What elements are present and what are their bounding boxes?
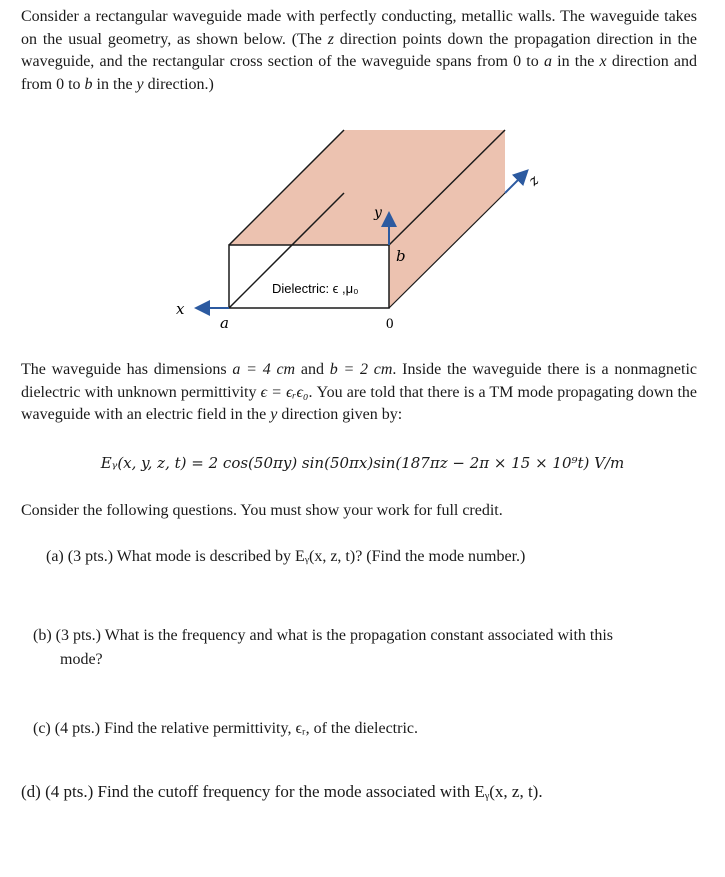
intro-var-y: y (136, 75, 144, 93)
body-paragraph (21, 359, 697, 427)
question-c: (c) (4 pts.) Find the relative permittivity, ϵᵣ, of the dielectric. (33, 720, 418, 737)
field-equation: Eᵧ(x, y, z, t) = 2 cos(50πy) sin(50πx)sin(187πz − 2π × 15 × 10⁹t) V/m (100, 454, 625, 472)
body-text-2: and (295, 361, 330, 378)
intro-var-z: z (327, 30, 334, 48)
waveguide-diagram (0, 118, 725, 338)
instructions: Consider the following questions. You must show your work for full credit. (21, 502, 503, 519)
x-axis-label: x (176, 300, 185, 318)
intro-text-6: direction.) (143, 75, 214, 93)
intro-text-5: in the (92, 75, 137, 93)
intro-paragraph (21, 6, 697, 96)
a-label: a (220, 314, 229, 332)
question-d: (d) (4 pts.) Find the cutoff frequency for the mode associated with Eᵧ(x, z, t). (21, 782, 543, 801)
intro-var-x: x (599, 53, 607, 70)
question-a: (a) (3 pts.) What mode is described by Eᵧ(x, z, t)? (Find the mode number.) (46, 548, 526, 565)
intro-var-a: a (543, 53, 552, 70)
body-text-1: The waveguide has dimensions (21, 361, 233, 378)
origin-label: 0 (386, 316, 394, 332)
waveguide-cross-section (229, 245, 389, 308)
question-b-line-2: mode? (60, 651, 103, 668)
body-permittivity: ϵ = ϵᵣϵ₀ (260, 383, 309, 401)
body-a-value: a = 4 cm (232, 361, 296, 378)
y-axis-label: y (374, 205, 382, 221)
b-label: b (396, 247, 406, 265)
body-text-4: . You are told that there is a TM mode propagating down the waveguide with an electric field in the (21, 383, 697, 423)
body-text-3: . Inside the waveguide there is a nonmagnetic dielectric with unknown permittivity (21, 361, 698, 401)
intro-text-2: direction points down the propagation direction in the waveguide, and the rectangular cross section of the waveguide spans from 0 to (21, 30, 697, 70)
body-var-y: y (270, 406, 278, 423)
intro-var-b: b (84, 75, 93, 93)
z-axis-label: z (525, 172, 543, 190)
intro-text-1: Consider a rectangular waveguide made with perfectly conducting, metallic walls. The waveguide takes on the usual geometry, as shown below. (The (21, 8, 697, 48)
question-b-line-1: (b) (3 pts.) What is the frequency and what is the propagation constant associated with this (33, 627, 613, 644)
z-axis-arrow (505, 172, 526, 193)
body-text-5: direction given by: (277, 406, 403, 423)
intro-text-4: direction and from 0 to (21, 53, 698, 93)
dielectric-label: Dielectric: ϵ ,μ₀ (272, 281, 359, 296)
body-b-value: b = 2 cm (329, 361, 393, 378)
intro-text-3: in the (551, 53, 600, 70)
